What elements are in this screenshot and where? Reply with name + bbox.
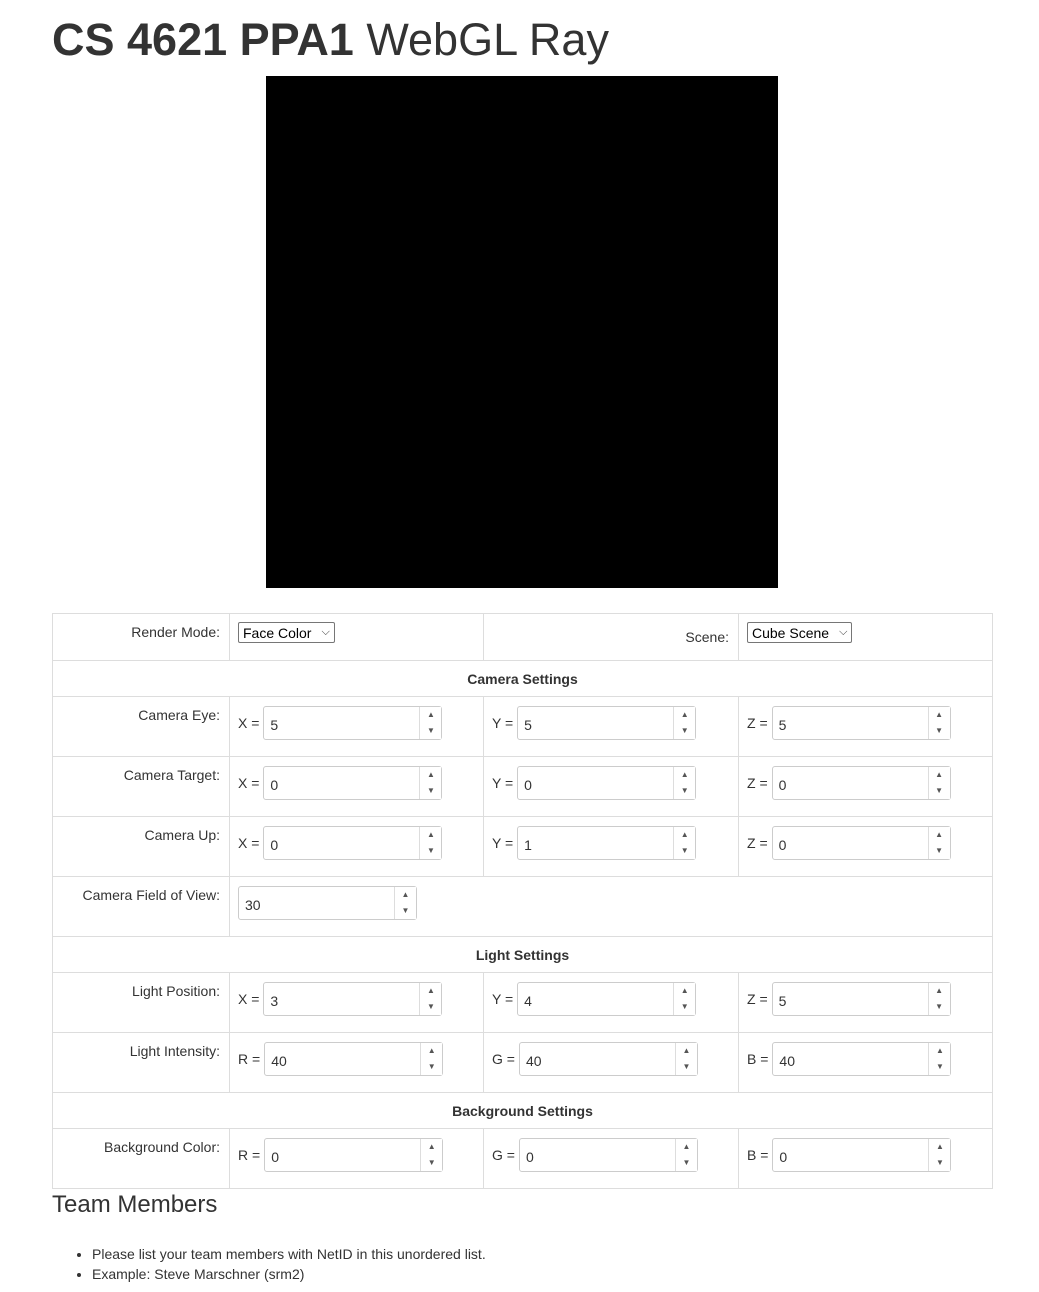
triangle-up-icon[interactable]: ▲ <box>426 710 435 719</box>
scene-value: Cube Scene <box>752 624 830 641</box>
spinner[interactable] <box>673 767 695 799</box>
camera-eye-x-input[interactable] <box>263 706 442 740</box>
list-item: • Please list your team members with NetID in this unordered list. <box>92 1244 486 1264</box>
coord-z-label: Z = <box>747 991 768 1007</box>
triangle-down-icon[interactable]: ▼ <box>935 1002 944 1011</box>
coord-r-label: R = <box>238 1147 261 1163</box>
input-value: 0 <box>779 1148 788 1165</box>
spinner[interactable] <box>675 1043 697 1075</box>
coord-x-label: X = <box>238 775 260 791</box>
camera-target-x-input[interactable] <box>263 766 442 800</box>
triangle-up-icon[interactable]: ▲ <box>935 986 944 995</box>
camera-target-y-input[interactable] <box>517 766 696 800</box>
camera-eye-z-input[interactable] <box>772 706 951 740</box>
camera-up-y-input[interactable] <box>517 826 696 860</box>
coord-z-label: Z = <box>747 835 768 851</box>
render-mode-select[interactable] <box>238 622 335 643</box>
render-mode-label: Render Mode: <box>53 614 230 661</box>
coord-x-label: X = <box>238 991 260 1007</box>
spinner[interactable] <box>928 1043 950 1075</box>
coord-y-label: Y = <box>492 775 514 791</box>
triangle-down-icon[interactable]: ▼ <box>682 1158 691 1167</box>
light-intensity-b-input[interactable] <box>772 1042 951 1076</box>
spinner[interactable] <box>420 1139 442 1171</box>
input-value: 30 <box>245 896 261 913</box>
input-value: 3 <box>270 992 279 1009</box>
camera-eye-label: Camera Eye: <box>53 697 230 757</box>
camera-target-z-input[interactable] <box>772 766 951 800</box>
triangle-down-icon[interactable]: ▼ <box>935 1158 944 1167</box>
coord-z-label: Z = <box>747 715 768 731</box>
spinner[interactable] <box>419 767 441 799</box>
triangle-up-icon[interactable]: ▲ <box>426 830 435 839</box>
camera-up-x-input[interactable] <box>263 826 442 860</box>
page-title <box>52 12 609 68</box>
coord-g-label: G = <box>492 1147 515 1163</box>
background-color-r-input[interactable] <box>264 1138 443 1172</box>
team-members-list <box>52 1244 486 1284</box>
list-item: • Example: Steve Marschner (srm2) <box>92 1264 486 1284</box>
camera-up-z-input[interactable] <box>772 826 951 860</box>
light-intensity-label: Light Intensity: <box>53 1033 230 1093</box>
input-value: 5 <box>778 716 787 733</box>
background-settings-heading: Background Settings <box>53 1093 993 1129</box>
spinner[interactable] <box>675 1139 697 1171</box>
camera-fov-label: Camera Field of View: <box>53 877 230 937</box>
background-color-g-input[interactable] <box>519 1138 698 1172</box>
triangle-up-icon[interactable]: ▲ <box>680 710 689 719</box>
spinner[interactable] <box>928 1139 950 1171</box>
coord-b-label: B = <box>747 1051 769 1067</box>
spinner[interactable] <box>419 707 441 739</box>
team-members-heading: Team Members <box>52 1191 218 1218</box>
triangle-up-icon[interactable]: ▲ <box>682 1142 691 1151</box>
camera-target-label: Camera Target: <box>53 757 230 817</box>
triangle-up-icon[interactable]: ▲ <box>682 1046 691 1055</box>
coord-r-label: R = <box>238 1051 261 1067</box>
camera-up-label: Camera Up: <box>53 817 230 877</box>
page-title-bold: CS 4621 PPA1 <box>52 14 354 65</box>
coord-b-label: B = <box>747 1147 769 1163</box>
triangle-down-icon[interactable]: ▼ <box>427 1062 436 1071</box>
camera-settings-heading: Camera Settings <box>53 661 993 697</box>
triangle-down-icon[interactable]: ▼ <box>682 1062 691 1071</box>
settings-table <box>52 613 993 1189</box>
triangle-up-icon[interactable]: ▲ <box>427 1142 436 1151</box>
scene-label: Scene: <box>484 614 739 661</box>
triangle-up-icon[interactable]: ▲ <box>935 830 944 839</box>
coord-x-label: X = <box>238 715 260 731</box>
triangle-up-icon[interactable]: ▲ <box>680 986 689 995</box>
triangle-up-icon[interactable]: ▲ <box>935 1046 944 1055</box>
input-value: 40 <box>779 1052 795 1069</box>
spinner[interactable] <box>673 983 695 1015</box>
input-value: 5 <box>778 992 787 1009</box>
spinner[interactable] <box>673 707 695 739</box>
coord-y-label: Y = <box>492 715 514 731</box>
input-value: 0 <box>270 776 279 793</box>
input-value: 5 <box>524 716 532 733</box>
triangle-down-icon[interactable]: ▼ <box>935 846 944 855</box>
input-value: 4 <box>524 992 532 1009</box>
camera-eye-y-input[interactable] <box>517 706 696 740</box>
spinner[interactable] <box>420 1043 442 1075</box>
triangle-down-icon[interactable]: ▼ <box>680 1002 689 1011</box>
input-value: 0 <box>778 776 787 793</box>
triangle-up-icon[interactable]: ▲ <box>427 1046 436 1055</box>
triangle-down-icon[interactable]: ▼ <box>935 726 944 735</box>
webgl-canvas[interactable] <box>266 76 778 588</box>
render-mode-value: Face Color <box>243 624 312 641</box>
input-value: 0 <box>271 1148 279 1165</box>
input-value: 40 <box>525 1052 542 1069</box>
chevron-down-icon: ⌵ <box>321 626 330 638</box>
coord-x-label: X = <box>238 835 260 851</box>
spinner[interactable] <box>394 887 416 919</box>
input-value: 0 <box>525 1148 534 1165</box>
triangle-up-icon[interactable]: ▲ <box>935 710 944 719</box>
triangle-down-icon[interactable]: ▼ <box>680 786 689 795</box>
input-value: 0 <box>270 836 279 853</box>
scene-select[interactable] <box>747 622 852 643</box>
triangle-down-icon[interactable]: ▼ <box>680 846 689 855</box>
light-settings-heading: Light Settings <box>53 937 993 973</box>
spinner[interactable] <box>419 983 441 1015</box>
light-position-z-input[interactable] <box>772 982 951 1016</box>
input-value: 0 <box>524 776 532 793</box>
triangle-down-icon[interactable]: ▼ <box>427 1158 436 1167</box>
spinner[interactable] <box>928 827 950 859</box>
background-color-label: Background Color: <box>53 1129 230 1189</box>
input-value: 40 <box>271 1052 287 1069</box>
light-intensity-g-input[interactable] <box>519 1042 698 1076</box>
spinner[interactable] <box>419 827 441 859</box>
triangle-down-icon[interactable]: ▼ <box>935 786 944 795</box>
camera-fov-input[interactable] <box>238 886 417 920</box>
spinner[interactable] <box>928 767 950 799</box>
light-position-x-input[interactable] <box>263 982 442 1016</box>
light-position-label: Light Position: <box>53 973 230 1033</box>
triangle-down-icon[interactable]: ▼ <box>426 846 435 855</box>
triangle-down-icon[interactable]: ▼ <box>426 1002 435 1011</box>
coord-y-label: Y = <box>492 835 514 851</box>
triangle-up-icon[interactable]: ▲ <box>935 770 944 779</box>
coord-g-label: G = <box>492 1051 515 1067</box>
triangle-up-icon[interactable]: ▲ <box>935 1142 944 1151</box>
triangle-down-icon[interactable]: ▼ <box>401 906 410 915</box>
coord-y-label: Y = <box>492 991 514 1007</box>
spinner[interactable] <box>928 707 950 739</box>
input-value: 1 <box>524 836 532 853</box>
triangle-up-icon[interactable]: ▲ <box>680 770 689 779</box>
background-color-b-input[interactable] <box>772 1138 951 1172</box>
coord-z-label: Z = <box>747 775 768 791</box>
page-title-regular: WebGL Ray <box>366 14 609 65</box>
light-intensity-r-input[interactable] <box>264 1042 443 1076</box>
triangle-up-icon[interactable]: ▲ <box>401 890 410 899</box>
chevron-down-icon: ⌵ <box>839 626 848 638</box>
spinner[interactable] <box>928 983 950 1015</box>
triangle-up-icon[interactable]: ▲ <box>426 770 435 779</box>
input-value: 5 <box>270 716 279 733</box>
triangle-down-icon[interactable]: ▼ <box>426 726 435 735</box>
triangle-down-icon[interactable]: ▼ <box>935 1062 944 1071</box>
triangle-down-icon[interactable]: ▼ <box>426 786 435 795</box>
triangle-up-icon[interactable]: ▲ <box>426 986 435 995</box>
triangle-down-icon[interactable]: ▼ <box>680 726 689 735</box>
input-value: 0 <box>778 836 787 853</box>
light-position-y-input[interactable] <box>517 982 696 1016</box>
triangle-up-icon[interactable]: ▲ <box>680 830 689 839</box>
spinner[interactable] <box>673 827 695 859</box>
